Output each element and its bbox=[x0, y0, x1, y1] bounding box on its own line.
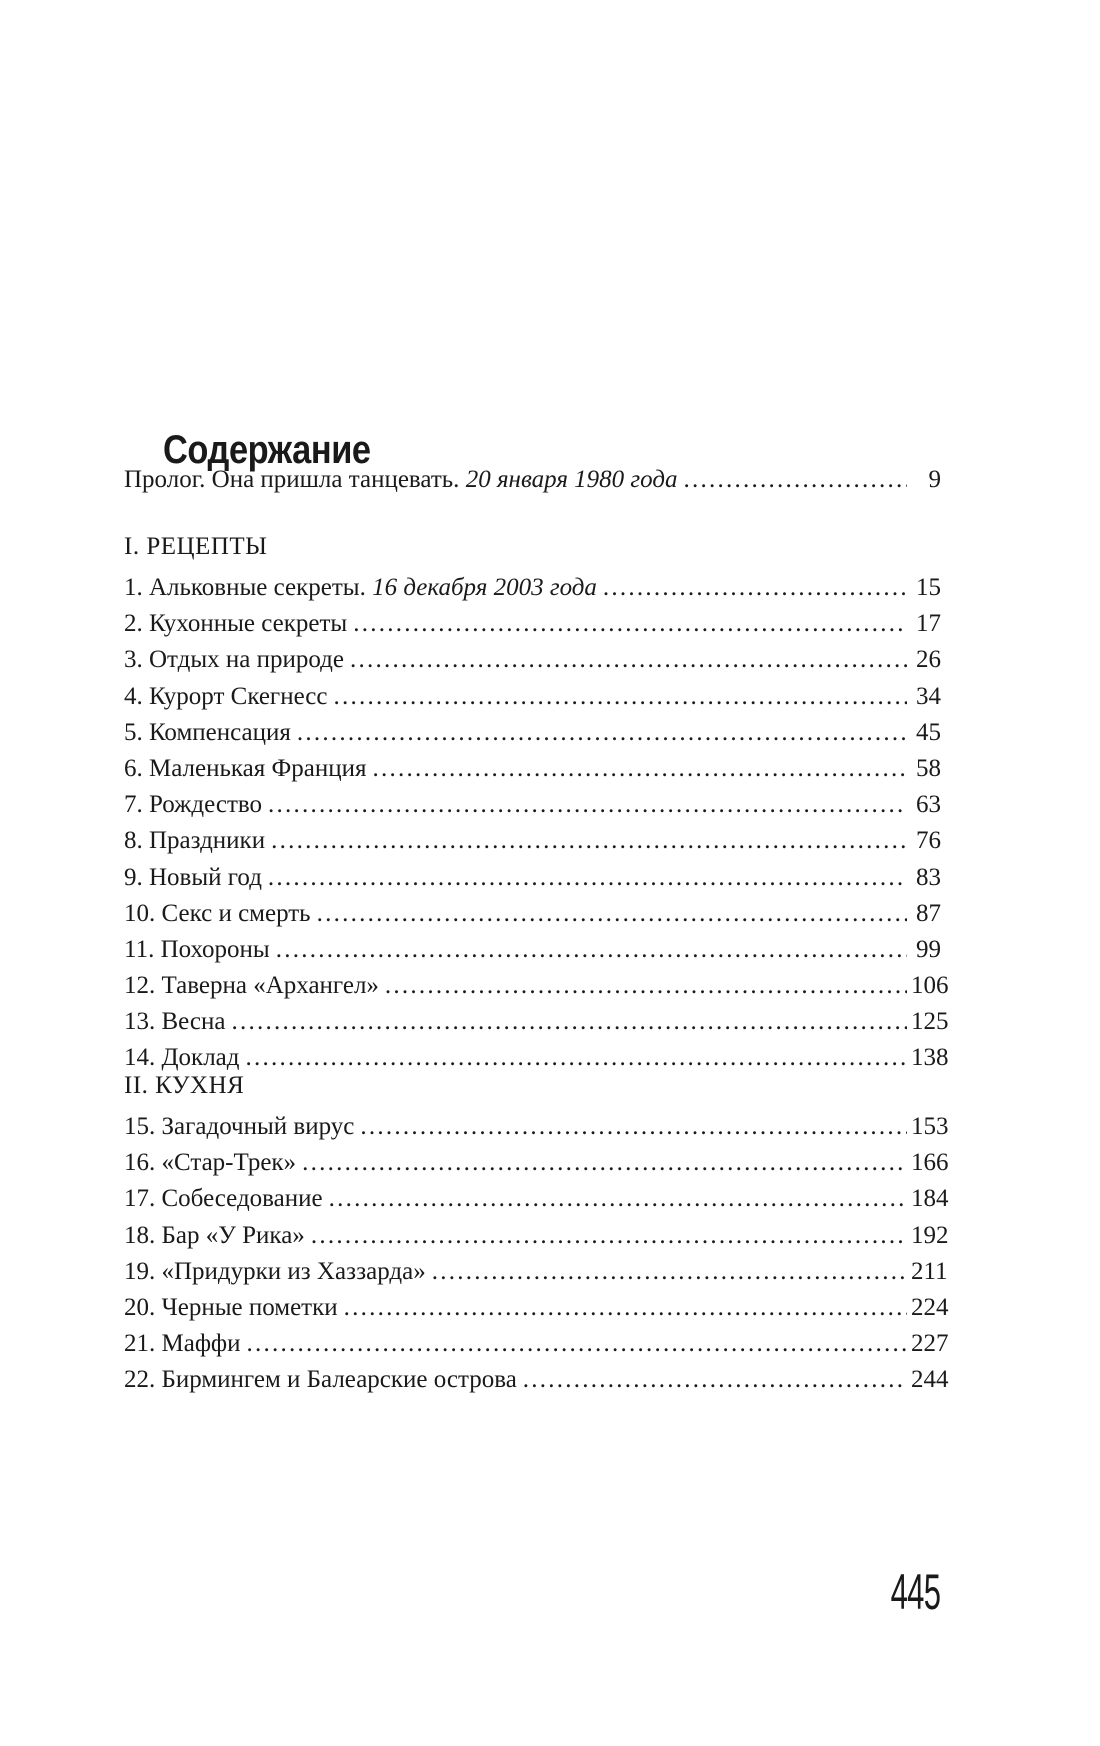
toc-entry[interactable] bbox=[124, 1040, 949, 1076]
toc-entry[interactable] bbox=[124, 642, 941, 678]
toc-entry-page: 227 bbox=[911, 1330, 949, 1358]
toc-entry-page: 244 bbox=[911, 1366, 949, 1394]
toc-entry-title: 18. Бар «У Рика» bbox=[124, 1221, 305, 1249]
toc-entry-title: 10. Секс и смерть bbox=[124, 899, 311, 927]
toc-entry-page: 192 bbox=[911, 1221, 949, 1249]
dot-leader bbox=[271, 823, 907, 859]
toc-entry[interactable] bbox=[124, 1326, 949, 1362]
toc-entry[interactable] bbox=[124, 751, 941, 787]
page-number: 445 bbox=[890, 1564, 940, 1620]
toc-entry-page: 138 bbox=[911, 1044, 949, 1072]
part-heading-kitchen: II. КУХНЯ bbox=[124, 1072, 245, 1099]
toc-entry-page: 26 bbox=[916, 646, 941, 674]
toc-entry[interactable] bbox=[124, 606, 941, 642]
toc-entry-title: 16. «Стар-Трек» bbox=[124, 1149, 297, 1177]
dot-leader bbox=[276, 932, 907, 968]
toc-entry-title: 13. Весна bbox=[124, 1008, 226, 1036]
toc-entry[interactable] bbox=[124, 1109, 949, 1145]
dot-leader bbox=[360, 1109, 907, 1145]
prologue-block bbox=[124, 462, 941, 498]
toc-entry[interactable] bbox=[124, 715, 941, 751]
dot-leader bbox=[373, 751, 908, 787]
dot-leader bbox=[523, 1362, 907, 1398]
dot-leader bbox=[311, 1218, 907, 1254]
toc-entry-page: 99 bbox=[916, 935, 941, 963]
toc-entry-title: 1. Альковные секреты. 16 декабря 2003 года bbox=[124, 574, 597, 601]
toc-entry-page: 211 bbox=[911, 1257, 948, 1285]
toc-entry-page: 153 bbox=[911, 1113, 949, 1140]
toc-entry[interactable] bbox=[124, 1254, 948, 1290]
toc-entry-page: 106 bbox=[911, 972, 949, 1000]
toc-entry-title: 20. Черные пометки bbox=[124, 1293, 338, 1321]
dot-leader bbox=[268, 860, 907, 896]
dot-leader bbox=[603, 570, 907, 606]
dot-leader bbox=[246, 1326, 907, 1362]
toc-entry-title: 19. «Придурки из Хаззарда» bbox=[124, 1257, 426, 1285]
toc-entry-page: 125 bbox=[911, 1008, 949, 1036]
toc-entry-title: 14. Доклад bbox=[124, 1044, 240, 1072]
toc-entry-title: 7. Рождество bbox=[124, 791, 263, 819]
toc-entry[interactable] bbox=[124, 860, 941, 896]
toc-entry[interactable] bbox=[124, 896, 941, 932]
toc-entry-title: 21. Маффи bbox=[124, 1330, 241, 1358]
toc-entry-page: 15 bbox=[916, 574, 941, 601]
toc-entry-title: Пролог. Она пришла танцевать. 20 января 1980 года bbox=[124, 466, 678, 493]
dot-leader bbox=[350, 642, 907, 678]
dot-leader bbox=[353, 606, 907, 642]
toc-entry[interactable] bbox=[124, 1004, 949, 1040]
dot-leader bbox=[268, 787, 907, 823]
toc-entry[interactable] bbox=[124, 1181, 949, 1217]
toc-entry-page: 83 bbox=[916, 863, 941, 891]
toc-entry-date: 16 декабря 2003 года bbox=[372, 574, 597, 601]
toc-entry-title: 8. Праздники bbox=[124, 827, 266, 855]
toc-entry[interactable] bbox=[124, 968, 949, 1004]
toc-entry-title: 12. Таверна «Архангел» bbox=[124, 972, 379, 1000]
toc-entry[interactable] bbox=[124, 1218, 949, 1254]
toc-list-part-1 bbox=[124, 570, 949, 1077]
toc-entry-page: 224 bbox=[911, 1293, 949, 1321]
toc-entry[interactable] bbox=[124, 787, 941, 823]
dot-leader bbox=[344, 1290, 907, 1326]
dot-leader bbox=[317, 896, 907, 932]
toc-entry-page: 34 bbox=[916, 682, 941, 710]
toc-entry-page: 63 bbox=[916, 791, 941, 819]
toc-entry-page: 45 bbox=[916, 718, 941, 746]
toc-entry-page: 76 bbox=[916, 827, 941, 855]
toc-entry-title: 22. Бирмингем и Балеарские острова bbox=[124, 1366, 517, 1394]
toc-entry-page: 17 bbox=[916, 610, 941, 638]
toc-entry-title: 4. Курорт Скегнесс bbox=[124, 682, 328, 710]
page-title: Содержание bbox=[163, 427, 371, 472]
toc-entry[interactable] bbox=[124, 570, 941, 606]
toc-entry[interactable] bbox=[124, 1362, 949, 1398]
toc-entry-prologue[interactable] bbox=[124, 462, 941, 498]
toc-entry[interactable] bbox=[124, 1145, 949, 1181]
toc-entry-page: 184 bbox=[911, 1185, 949, 1213]
dot-leader bbox=[297, 715, 907, 751]
toc-entry[interactable] bbox=[124, 1290, 949, 1326]
dot-leader bbox=[333, 679, 907, 715]
dot-leader bbox=[231, 1004, 907, 1040]
part-heading-recipes: I. РЕЦЕПТЫ bbox=[124, 533, 268, 560]
toc-entry-title: 5. Компенсация bbox=[124, 718, 291, 746]
toc-entry-title: 9. Новый год bbox=[124, 863, 262, 891]
toc-entry-date: 20 января 1980 года bbox=[465, 466, 678, 493]
dot-leader bbox=[329, 1181, 907, 1217]
toc-entry-title: 17. Собеседование bbox=[124, 1185, 323, 1213]
dot-leader bbox=[302, 1145, 907, 1181]
toc-entry-title: 11. Похороны bbox=[124, 935, 270, 963]
toc-entry-page: 166 bbox=[911, 1149, 949, 1177]
dot-leader bbox=[684, 462, 907, 498]
dot-leader bbox=[432, 1254, 907, 1290]
toc-entry-page: 87 bbox=[916, 899, 941, 927]
toc-entry[interactable] bbox=[124, 823, 941, 859]
toc-entry[interactable] bbox=[124, 679, 941, 715]
toc-entry-page: 58 bbox=[916, 754, 941, 782]
toc-entry[interactable] bbox=[124, 932, 941, 968]
toc-entry-title: 3. Отдых на природе bbox=[124, 646, 344, 674]
dot-leader bbox=[246, 1040, 908, 1076]
toc-entry-title: 15. Загадочный вирус bbox=[124, 1113, 355, 1140]
dot-leader bbox=[385, 968, 907, 1004]
toc-entry-title: 2. Кухонные секреты bbox=[124, 610, 348, 638]
toc-entry-title: 6. Маленькая Франция bbox=[124, 754, 367, 782]
toc-entry-page: 9 bbox=[928, 466, 941, 493]
toc-list-part-2 bbox=[124, 1109, 949, 1399]
